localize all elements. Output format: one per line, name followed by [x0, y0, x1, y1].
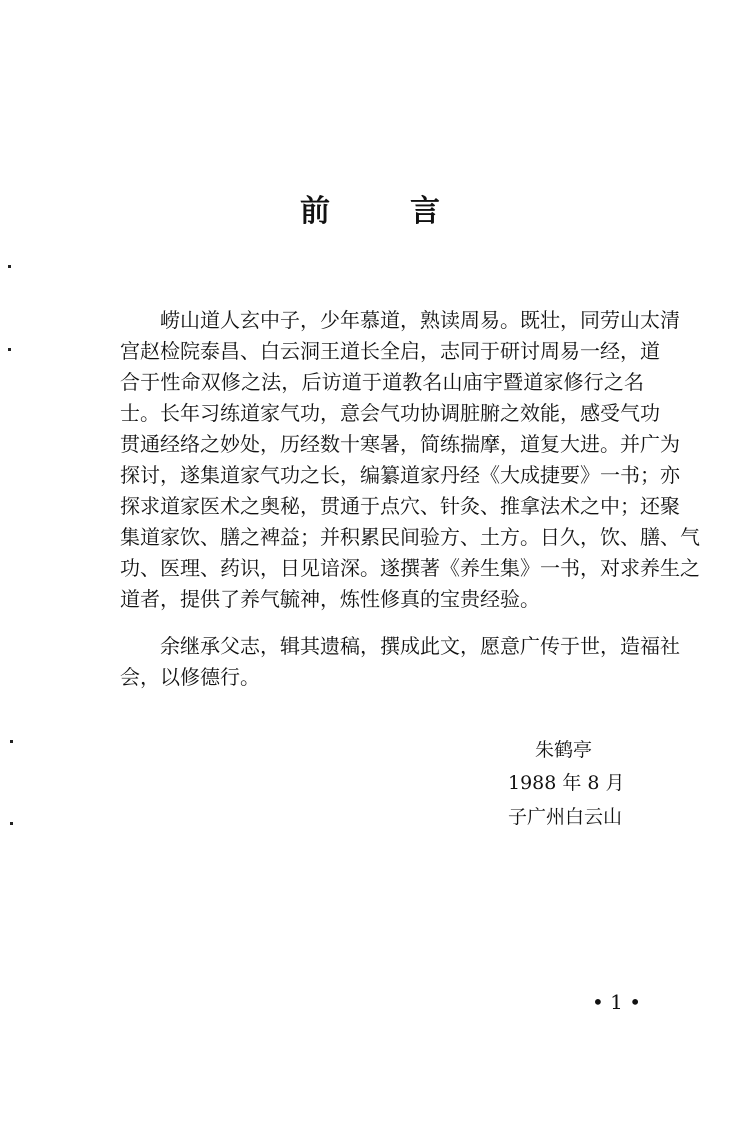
text-line: 士。长年习练道家气功，意会气功协调脏腑之效能，感受气功: [120, 401, 660, 425]
scan-speck: [8, 348, 11, 351]
text-line: 功、医理、药识，日见谙深。遂撰著《养生集》一书，对求养生之: [120, 556, 700, 580]
title-char: 言: [410, 194, 440, 229]
text-line: 贯通经络之妙处，历经数十寒暑，简练揣摩，道复大进。并广为: [120, 432, 680, 456]
scan-speck: [10, 822, 13, 825]
title-char: 前: [300, 194, 330, 229]
text-line: 余继承父志，辑其遗稿，撰成此文，愿意广传于世，造福社: [160, 634, 680, 658]
text-line: 宫赵检院泰昌、白云洞王道长全启，志同于研讨周易一经，道: [120, 339, 660, 363]
signature-author: 朱鹤亭: [535, 739, 593, 761]
text-line: 会，以修德行。: [120, 665, 260, 689]
page-title: [300, 186, 440, 230]
signature-date: 1988 年 8 月: [508, 772, 625, 794]
text-line: 探讨，遂集道家气功之长，编纂道家丹经《大成捷要》一书；亦: [120, 463, 680, 487]
scan-speck: [8, 265, 11, 268]
preface-body: [120, 305, 700, 693]
page-number: • 1 •: [592, 990, 642, 1014]
text-line: 崂山道人玄中子，少年慕道，熟读周易。既壮，同劳山太清: [160, 308, 680, 332]
text-line: 集道家饮、膳之裨益；并积累民间验方、土方。日久，饮、膳、气: [120, 525, 700, 549]
text-line: 探求道家医术之奥秘，贯通于点穴、针灸、推拿法术之中；还聚: [120, 494, 680, 518]
text-line: 道者，提供了养气毓神，炼性修真的宝贵经验。: [120, 587, 540, 611]
scan-speck: [10, 740, 13, 743]
text-line: 合于性命双修之法，后访道于道教名山庙宇暨道家修行之名: [120, 370, 644, 394]
signature-place: 子广州白云山: [508, 806, 623, 828]
